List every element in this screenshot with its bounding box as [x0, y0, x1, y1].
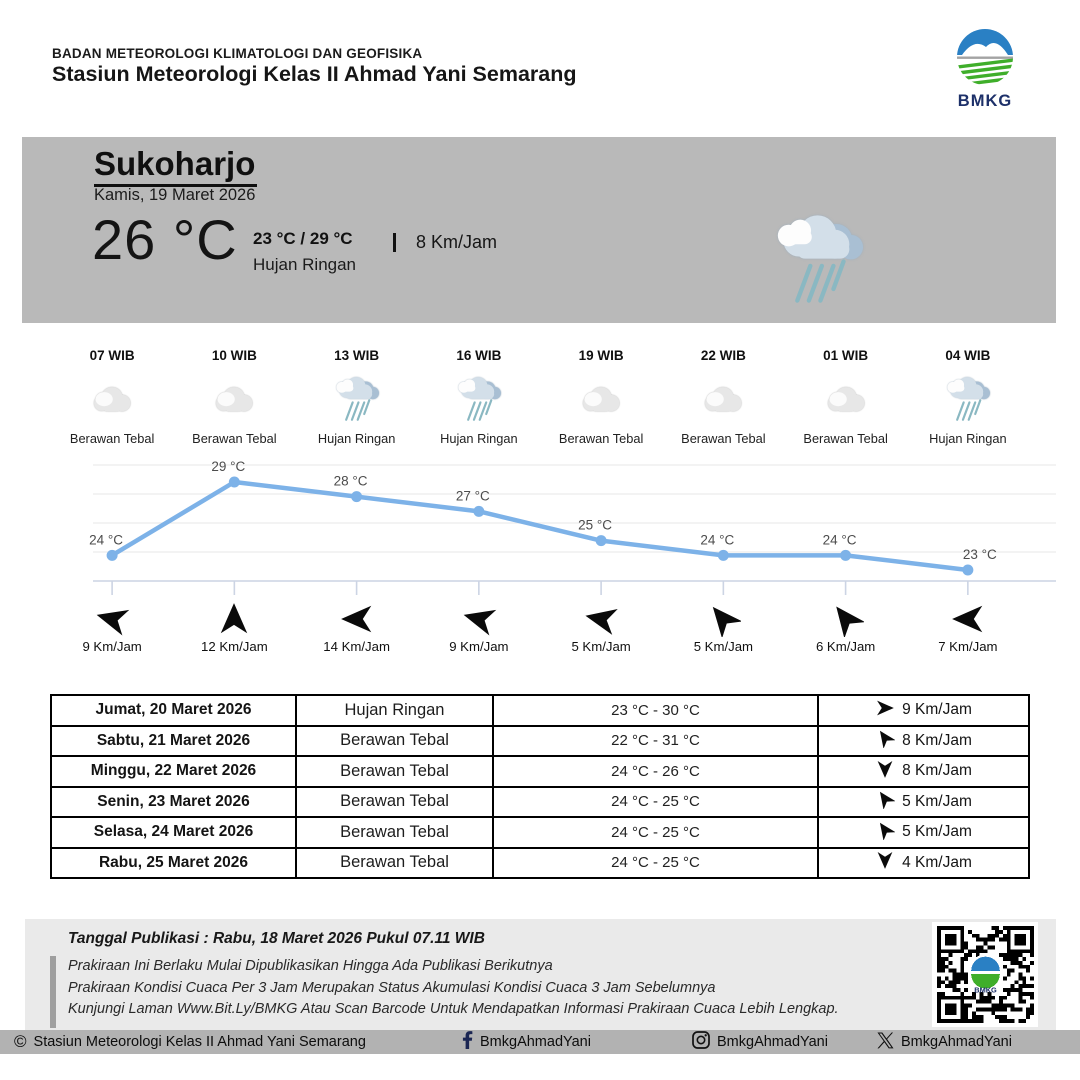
hour-condition-label: Berawan Tebal: [681, 431, 766, 446]
forecast-wind-cell: [818, 848, 1029, 879]
forecast-condition-cell: Berawan Tebal: [296, 817, 493, 848]
table-row: [51, 756, 1029, 787]
station-name: Stasiun Meteorologi Kelas II Ahmad Yani Semarang: [52, 62, 577, 86]
table-row: [51, 726, 1029, 757]
hour-time-label: 13 WIB: [334, 348, 380, 363]
wind-speed-label: 5 Km/Jam: [902, 823, 972, 841]
wind-direction-arrow-icon: [875, 850, 895, 875]
hourly-column: [785, 348, 907, 446]
wind-speed-label: 7 Km/Jam: [938, 639, 998, 654]
hourly-column: [540, 348, 662, 446]
forecast-condition-cell: Berawan Tebal: [296, 787, 493, 818]
hour-time-label: 01 WIB: [823, 348, 869, 363]
forecast-temp-range-cell: 24 °C - 25 °C: [493, 848, 818, 879]
wind-speed-label: 9 Km/Jam: [902, 701, 972, 719]
point-label: 27 °C: [455, 488, 490, 504]
publication-panel: [25, 919, 1056, 1030]
rain-cloud-icon: [296, 370, 418, 428]
cloud-icon: [51, 370, 173, 428]
wind-column: [785, 601, 907, 654]
point-label: 24 °C: [89, 532, 124, 548]
point-label: 23 °C: [962, 547, 997, 563]
cloud-icon: [540, 370, 662, 428]
forecast-condition-cell: Berawan Tebal: [296, 726, 493, 757]
wind-speed-label: 5 Km/Jam: [571, 639, 631, 654]
point-label: 25 °C: [578, 517, 613, 533]
wind-speed-label: 9 Km/Jam: [82, 639, 142, 654]
hourly-column: [662, 348, 784, 446]
svg-text:BMKG: BMKG: [973, 985, 997, 995]
facebook-icon: [462, 1031, 473, 1053]
wind-column: [418, 601, 540, 654]
forecast-wind-cell: [818, 817, 1029, 848]
forecast-temp-range-cell: 24 °C - 25 °C: [493, 817, 818, 848]
bottom-bar: [0, 1030, 1080, 1054]
forecast-date-cell: Rabu, 25 Maret 2026: [51, 848, 296, 879]
point-label: 29 °C: [211, 459, 246, 474]
forecast-date-cell: Sabtu, 21 Maret 2026: [51, 726, 296, 757]
wind-column: [907, 601, 1029, 654]
table-row: [51, 787, 1029, 818]
point-label: 24 °C: [700, 532, 735, 548]
wind-speed-label: 4 Km/Jam: [902, 853, 972, 871]
hourly-column: [296, 348, 418, 446]
wind-direction-arrow-icon: [875, 820, 895, 845]
table-row: [51, 695, 1029, 726]
point-label: 28 °C: [333, 473, 368, 489]
forecast-wind-cell: [818, 695, 1029, 726]
hourly-column: [907, 348, 1029, 446]
hour-time-label: 22 WIB: [700, 348, 746, 363]
x-handle: BmkgAhmadYani: [901, 1034, 1012, 1050]
forecast-temp-range-cell: 24 °C - 25 °C: [493, 787, 818, 818]
forecast-temp-range-cell: 24 °C - 26 °C: [493, 756, 818, 787]
wind-column: [296, 601, 418, 654]
rain-cloud-icon: [418, 370, 540, 428]
wind-speed-label: 8 Km/Jam: [902, 731, 972, 749]
instagram-icon: [692, 1031, 710, 1053]
wind-direction-arrow-icon: [662, 601, 784, 637]
wind-direction-arrow-icon: [785, 601, 907, 637]
data-point: [229, 477, 240, 488]
rain-cloud-icon: [767, 211, 871, 311]
wind-direction-arrow-icon: [907, 601, 1029, 637]
note-line: Kunjungi Laman Www.Bit.Ly/BMKG Atau Scan Barcode Untuk Mendapatkan Informasi Prakiraan Cuaca Lebih Lengkap.: [68, 1001, 839, 1017]
hourly-column: [418, 348, 540, 446]
cloud-icon: [785, 370, 907, 428]
cloud-icon: [662, 370, 784, 428]
location-title: Sukoharjo: [94, 145, 257, 187]
note-accent-bar: [50, 956, 56, 1028]
forecast-date: Kamis, 19 Maret 2026: [94, 186, 256, 204]
data-point: [473, 506, 484, 517]
wind-speed-label: 5 Km/Jam: [902, 792, 972, 810]
data-point: [107, 550, 118, 561]
facebook-handle: BmkgAhmadYani: [480, 1034, 591, 1050]
forecast-temp-range-cell: 22 °C - 31 °C: [493, 726, 818, 757]
hour-condition-label: Hujan Ringan: [929, 431, 1007, 446]
point-label: 24 °C: [822, 532, 857, 548]
data-point: [596, 535, 607, 546]
instagram-handle: BmkgAhmadYani: [717, 1034, 828, 1050]
wind-direction-arrow-icon: [296, 601, 418, 637]
hour-condition-label: Berawan Tebal: [69, 431, 155, 446]
wind-speed-label: 5 Km/Jam: [693, 639, 754, 654]
wind-column: [51, 601, 173, 654]
forecast-date-cell: Senin, 23 Maret 2026: [51, 787, 296, 818]
wind-direction-arrow-icon: [875, 759, 895, 784]
wind-direction-arrow-icon: [173, 601, 295, 637]
wind-direction-arrow-icon: [51, 601, 173, 637]
wind-column: [662, 601, 784, 654]
hour-condition-label: Berawan Tebal: [192, 431, 277, 446]
forecast-date-cell: Minggu, 22 Maret 2026: [51, 756, 296, 787]
wind-direction-arrow-icon: [875, 789, 895, 814]
copyright-icon: ©: [14, 1032, 27, 1051]
hour-time-label: 04 WIB: [945, 348, 991, 363]
hour-condition-label: Berawan Tebal: [558, 431, 644, 446]
copyright-text: Stasiun Meteorologi Kelas II Ahmad Yani Semarang: [33, 1034, 366, 1050]
current-temperature: 26 °C: [92, 208, 238, 271]
hourly-column: [51, 348, 173, 446]
data-point: [351, 491, 362, 502]
wind-speed-label: 8 Km/Jam: [902, 762, 972, 780]
hourly-column: [173, 348, 295, 446]
wind-column: [173, 601, 295, 654]
forecast-date-cell: Selasa, 24 Maret 2026: [51, 817, 296, 848]
wind-speed-label: 6 Km/Jam: [815, 639, 876, 654]
forecast-condition-cell: Hujan Ringan: [296, 695, 493, 726]
publication-notes: [68, 956, 839, 1021]
wind-direction-arrow-icon: [540, 601, 662, 637]
rain-cloud-icon: [907, 370, 1029, 428]
wind-direction-arrow-icon: [875, 728, 895, 753]
forecast-condition-cell: Berawan Tebal: [296, 848, 493, 879]
current-wind-speed: 8 Km/Jam: [416, 232, 498, 252]
hourly-forecast-row: [51, 348, 1029, 446]
publication-date: Tanggal Publikasi : Rabu, 18 Maret 2026 Pukul 07.11 WIB: [68, 930, 485, 947]
hour-condition-label: Hujan Ringan: [440, 431, 518, 446]
hour-time-label: 16 WIB: [456, 348, 502, 363]
hour-time-label: 10 WIB: [211, 348, 257, 363]
hour-condition-label: Hujan Ringan: [317, 431, 396, 446]
forecast-wind-cell: [818, 726, 1029, 757]
forecast-wind-cell: [818, 787, 1029, 818]
data-point: [962, 565, 973, 576]
qr-code: [932, 922, 1038, 1027]
current-condition: Hujan Ringan: [253, 255, 357, 274]
cloud-icon: [173, 370, 295, 428]
note-line: Prakiraan Ini Berlaku Mulai Dipublikasikan Hingga Ada Publikasi Berikutnya: [68, 958, 553, 974]
current-weather-banner: [22, 137, 1056, 323]
wind-speed-label: 9 Km/Jam: [449, 639, 509, 654]
hour-time-label: 07 WIB: [89, 348, 135, 363]
wind-direction-arrow-icon: [418, 601, 540, 637]
bmkg-logo-icon: [950, 26, 1020, 112]
temp-min-max: 23 °C / 29 °C: [253, 229, 353, 248]
daily-forecast-table: [50, 694, 1030, 879]
x-icon: [877, 1032, 894, 1053]
data-point: [840, 550, 851, 561]
forecast-condition-cell: Berawan Tebal: [296, 756, 493, 787]
separator-bar: [393, 233, 396, 252]
hour-time-label: 19 WIB: [578, 348, 624, 363]
wind-direction-arrow-icon: [875, 698, 895, 723]
data-point: [718, 550, 729, 561]
hourly-wind-row: [51, 601, 1029, 654]
forecast-temp-range-cell: 23 °C - 30 °C: [493, 695, 818, 726]
wind-column: [540, 601, 662, 654]
temperature-chart: [48, 452, 1058, 604]
svg-text:BMKG: BMKG: [957, 92, 1013, 110]
forecast-wind-cell: [818, 756, 1029, 787]
table-row: [51, 817, 1029, 848]
note-line: Prakiraan Kondisi Cuaca Per 3 Jam Merupakan Status Akumulasi Kondisi Cuaca 3 Jam Sebelumnya: [68, 979, 716, 996]
wind-speed-label: 14 Km/Jam: [323, 639, 390, 654]
hour-condition-label: Berawan Tebal: [803, 431, 888, 446]
table-row: [51, 848, 1029, 879]
forecast-date-cell: Jumat, 20 Maret 2026: [51, 695, 296, 726]
wind-speed-label: 12 Km/Jam: [201, 639, 268, 654]
agency-name: BADAN METEOROLOGI KLIMATOLOGI DAN GEOFISIKA: [52, 46, 423, 61]
